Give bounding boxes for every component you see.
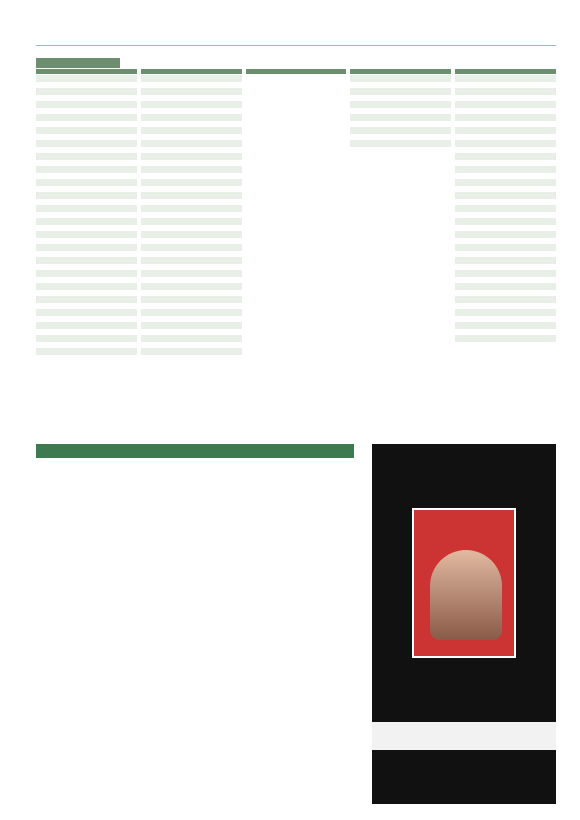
cover-logo xyxy=(414,510,514,514)
ranking-tables xyxy=(36,58,556,410)
section-tag xyxy=(36,58,120,68)
province-cell xyxy=(359,147,416,154)
cover-portrait xyxy=(430,550,502,640)
table-row xyxy=(36,348,137,355)
rank-prev-cell xyxy=(233,348,242,355)
province-cell xyxy=(150,348,207,355)
column-header xyxy=(455,69,556,74)
value-cell xyxy=(102,348,116,355)
column-header xyxy=(141,69,242,74)
rank-cell xyxy=(455,342,464,349)
column-header xyxy=(36,69,137,74)
table-column-5 xyxy=(455,69,556,407)
cluster-table xyxy=(36,444,354,800)
rank-cell xyxy=(141,348,150,355)
score-cell xyxy=(430,147,442,154)
column-header xyxy=(350,69,451,74)
column-header xyxy=(246,69,347,74)
table-row xyxy=(455,342,556,349)
cluster-title xyxy=(36,444,354,458)
table-row xyxy=(141,348,242,355)
magazine-cover xyxy=(412,508,516,658)
table-column-2 xyxy=(141,69,242,407)
ad-band xyxy=(372,722,556,750)
province-cell xyxy=(45,348,102,355)
value-cell xyxy=(207,348,221,355)
table-column-3 xyxy=(246,69,347,407)
header-divider xyxy=(36,45,556,46)
rank-prev-cell xyxy=(128,348,137,355)
table-column-4 xyxy=(350,69,451,407)
table-row xyxy=(350,147,451,154)
value-cell xyxy=(521,342,535,349)
page-header xyxy=(36,24,556,44)
value-cell xyxy=(416,147,430,154)
ad-logo xyxy=(372,444,556,450)
score-cell xyxy=(535,342,547,349)
capital-ad[interactable] xyxy=(372,444,556,804)
table-column-1 xyxy=(36,69,137,407)
rank-cell xyxy=(350,147,359,154)
rank-cell xyxy=(36,348,45,355)
score-cell xyxy=(221,348,233,355)
province-cell xyxy=(464,342,521,349)
table-columns xyxy=(36,69,556,407)
score-cell xyxy=(116,348,128,355)
rank-prev-cell xyxy=(442,147,451,154)
rank-prev-cell xyxy=(547,342,556,349)
